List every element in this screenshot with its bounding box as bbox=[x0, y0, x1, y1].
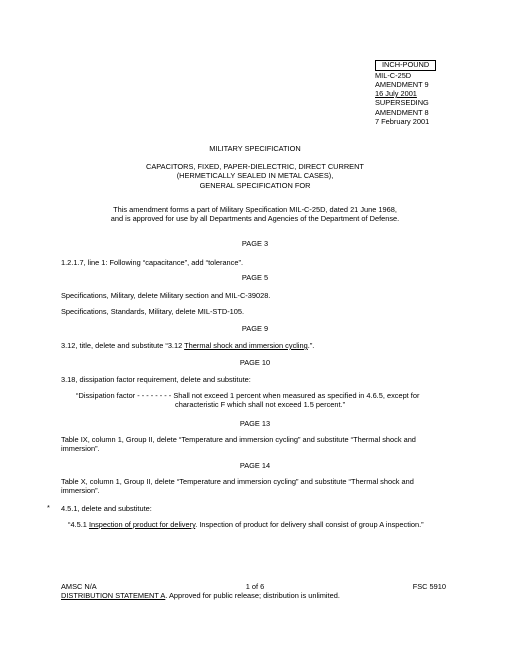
page-14-item-1-line-1: Table X, column 1, Group II, delete “Temperature and immersion cycling” and substitute “Thermal shock and bbox=[61, 477, 414, 486]
intro-paragraph bbox=[0, 205, 510, 224]
title-line-2: (HERMETICALLY SEALED IN METAL CASES), bbox=[176, 171, 334, 181]
spec-type: MILITARY SPECIFICATION bbox=[209, 144, 301, 153]
page-10-heading: PAGE 10 bbox=[239, 358, 271, 367]
amendment-number: AMENDMENT 9 bbox=[375, 79, 429, 89]
page-10-item: 3.18, dissipation factor requirement, delete and substitute: bbox=[61, 375, 251, 384]
document-id: MIL-C-25D bbox=[375, 70, 412, 80]
page-14-item-1 bbox=[61, 477, 451, 496]
page-5-heading: PAGE 5 bbox=[241, 273, 269, 282]
page-13-item-line-2: immersion”. bbox=[61, 444, 100, 454]
page-9-heading: PAGE 9 bbox=[241, 324, 269, 333]
fsc-code: FSC 5910 bbox=[412, 582, 446, 591]
page-10-quote-line-1: “Dissipation factor - - - - - - - - Shall not exceed 1 percent when measured as specified in 4.6.5, except for bbox=[76, 391, 420, 400]
page-9-item-new-title: Thermal shock and immersion cycling bbox=[184, 341, 308, 350]
intro-line-2: and is approved for use by all Departments and Agencies of the Department of Defense. bbox=[110, 214, 400, 224]
title-line-1: CAPACITORS, FIXED, PAPER-DIELECTRIC, DIRECT CURRENT bbox=[146, 162, 364, 171]
page-3-heading: PAGE 3 bbox=[241, 239, 269, 248]
page-9-item-text: 3.12, title, delete and substitute “3.12 bbox=[61, 341, 185, 350]
page-14-quote-end: . Inspection of product for delivery shall consist of group A inspection.” bbox=[195, 520, 424, 529]
page-14-item-1-line-2: immersion”. bbox=[61, 486, 100, 496]
page-number: 1 of 6 bbox=[245, 582, 265, 591]
title-block bbox=[0, 162, 510, 190]
page-14-heading: PAGE 14 bbox=[239, 461, 271, 470]
amsc-number: AMSC N/A bbox=[61, 582, 97, 591]
page-14-quote-start: “4.5.1 bbox=[68, 520, 89, 529]
page-13-item-line-1: Table IX, column 1, Group II, delete “Temperature and immersion cycling” and substitute “Thermal shock and bbox=[61, 435, 416, 444]
page-13-heading: PAGE 13 bbox=[239, 419, 271, 428]
change-marker: * bbox=[47, 503, 50, 512]
page-13-item bbox=[61, 435, 451, 454]
page-14-item-2: 4.5.1, delete and substitute: bbox=[61, 504, 152, 513]
inch-pound-box: INCH-POUND bbox=[375, 60, 436, 71]
page-9-item-end: .”. bbox=[307, 341, 315, 350]
page-5-item-1: Specifications, Military, delete Military section and MIL-C-39028. bbox=[61, 291, 271, 300]
page-5-item-2: Specifications, Standards, Military, delete MIL-STD-105. bbox=[61, 307, 245, 316]
distribution-statement bbox=[61, 591, 340, 600]
intro-line-1: This amendment forms a part of Military Specification MIL-C-25D, dated 21 June 1968, bbox=[113, 205, 397, 214]
amendment-date: 16 July 2001 bbox=[375, 89, 417, 99]
page-14-quote-title: Inspection of product for delivery bbox=[88, 520, 196, 529]
page-14-quote bbox=[68, 520, 424, 529]
superseding-label: SUPERSEDING bbox=[375, 98, 429, 108]
document-header bbox=[375, 60, 436, 126]
page-10-quote-line-2: characteristic F which shall not exceed 1.5 percent.” bbox=[175, 400, 346, 409]
distribution-label: DISTRIBUTION STATEMENT A bbox=[61, 591, 166, 600]
superseded-date: 7 February 2001 bbox=[375, 116, 430, 126]
distribution-text: . Approved for public release; distribution is unlimited. bbox=[165, 591, 340, 600]
page-9-item bbox=[61, 341, 451, 350]
page-3-item: 1.2.1.7, line 1: Following “capacitance”, add “tolerance”. bbox=[61, 258, 243, 267]
superseded-amendment: AMENDMENT 8 bbox=[375, 107, 429, 117]
title-line-3: GENERAL SPECIFICATION FOR bbox=[199, 180, 311, 190]
